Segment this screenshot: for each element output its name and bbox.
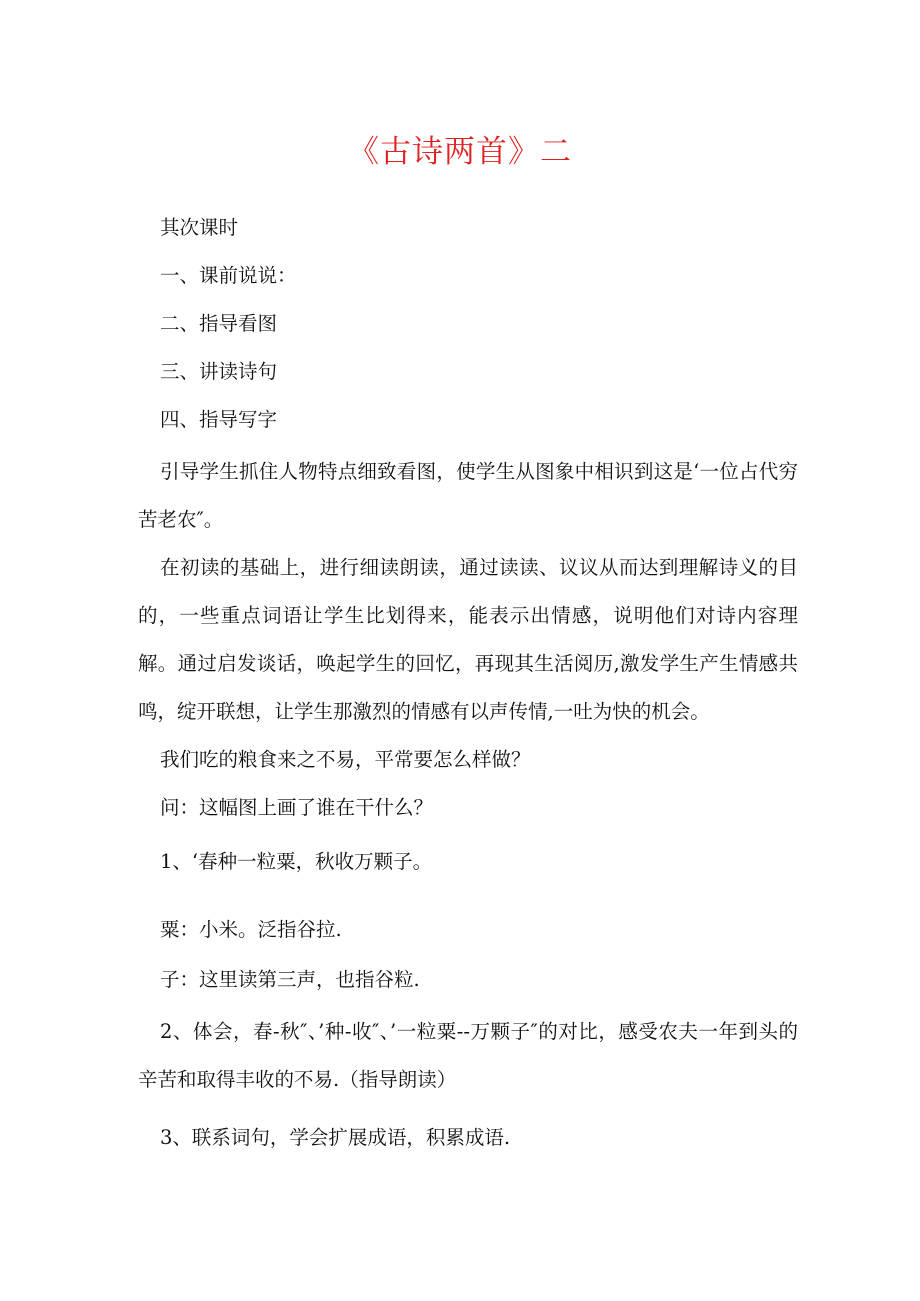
paragraph-note-zi: 子：这里读第三声，也指谷粒. (160, 968, 420, 991)
paragraph-reading: 在初读的基础上，进行细读朗读，通过读读、议议从而达到理解诗义的目的，一些重点词语让学生比划得来，能表示出情感，说明他们对诗内容理解。通过启发谈话，唤起学生的回忆，再现其生活阅历,激发学生产生情感共鸣，绽开联想，让学生那激烈的情感有以声传情,一吐为快的机会。 (138, 556, 798, 723)
paragraph-lesson: 其次课时 (160, 216, 239, 239)
paragraph-step-3: 三、讲读诗句 (160, 360, 278, 383)
paragraph-item-3: 3、联系词句，学会扩展成语，积累成语. (160, 1126, 511, 1149)
paragraph-guide-picture: 引导学生抓住人物特点细致看图，使学生从图象中相识到这是‘一位占代穷苦老农″。 (138, 460, 798, 531)
paragraph-item-2: 2、体会，春-秋″、’种-收″、’一粒粟--万颗子″的对比，感受农夫一年到头的辛苦和取得丰收的不易.（指导朗读） (138, 1020, 798, 1091)
paragraph-question-picture: 问：这幅图上画了谁在干什么？ (160, 796, 434, 819)
document-title: 《古诗两首》二 (348, 134, 572, 170)
paragraph-question-food: 我们吃的粮食来之不易，平常要怎么样做？ (160, 748, 531, 771)
paragraph-step-1: 一、课前说说： (160, 264, 297, 287)
paragraph-step-2: 二、指导看图 (160, 312, 278, 335)
paragraph-note-su: 粟：小米。泛指谷拉. (160, 918, 342, 941)
paragraph-step-4: 四、指导写字 (160, 408, 278, 431)
paragraph-item-1: 1、‘春种一粒粟，秋收万颗子。 (160, 850, 433, 873)
